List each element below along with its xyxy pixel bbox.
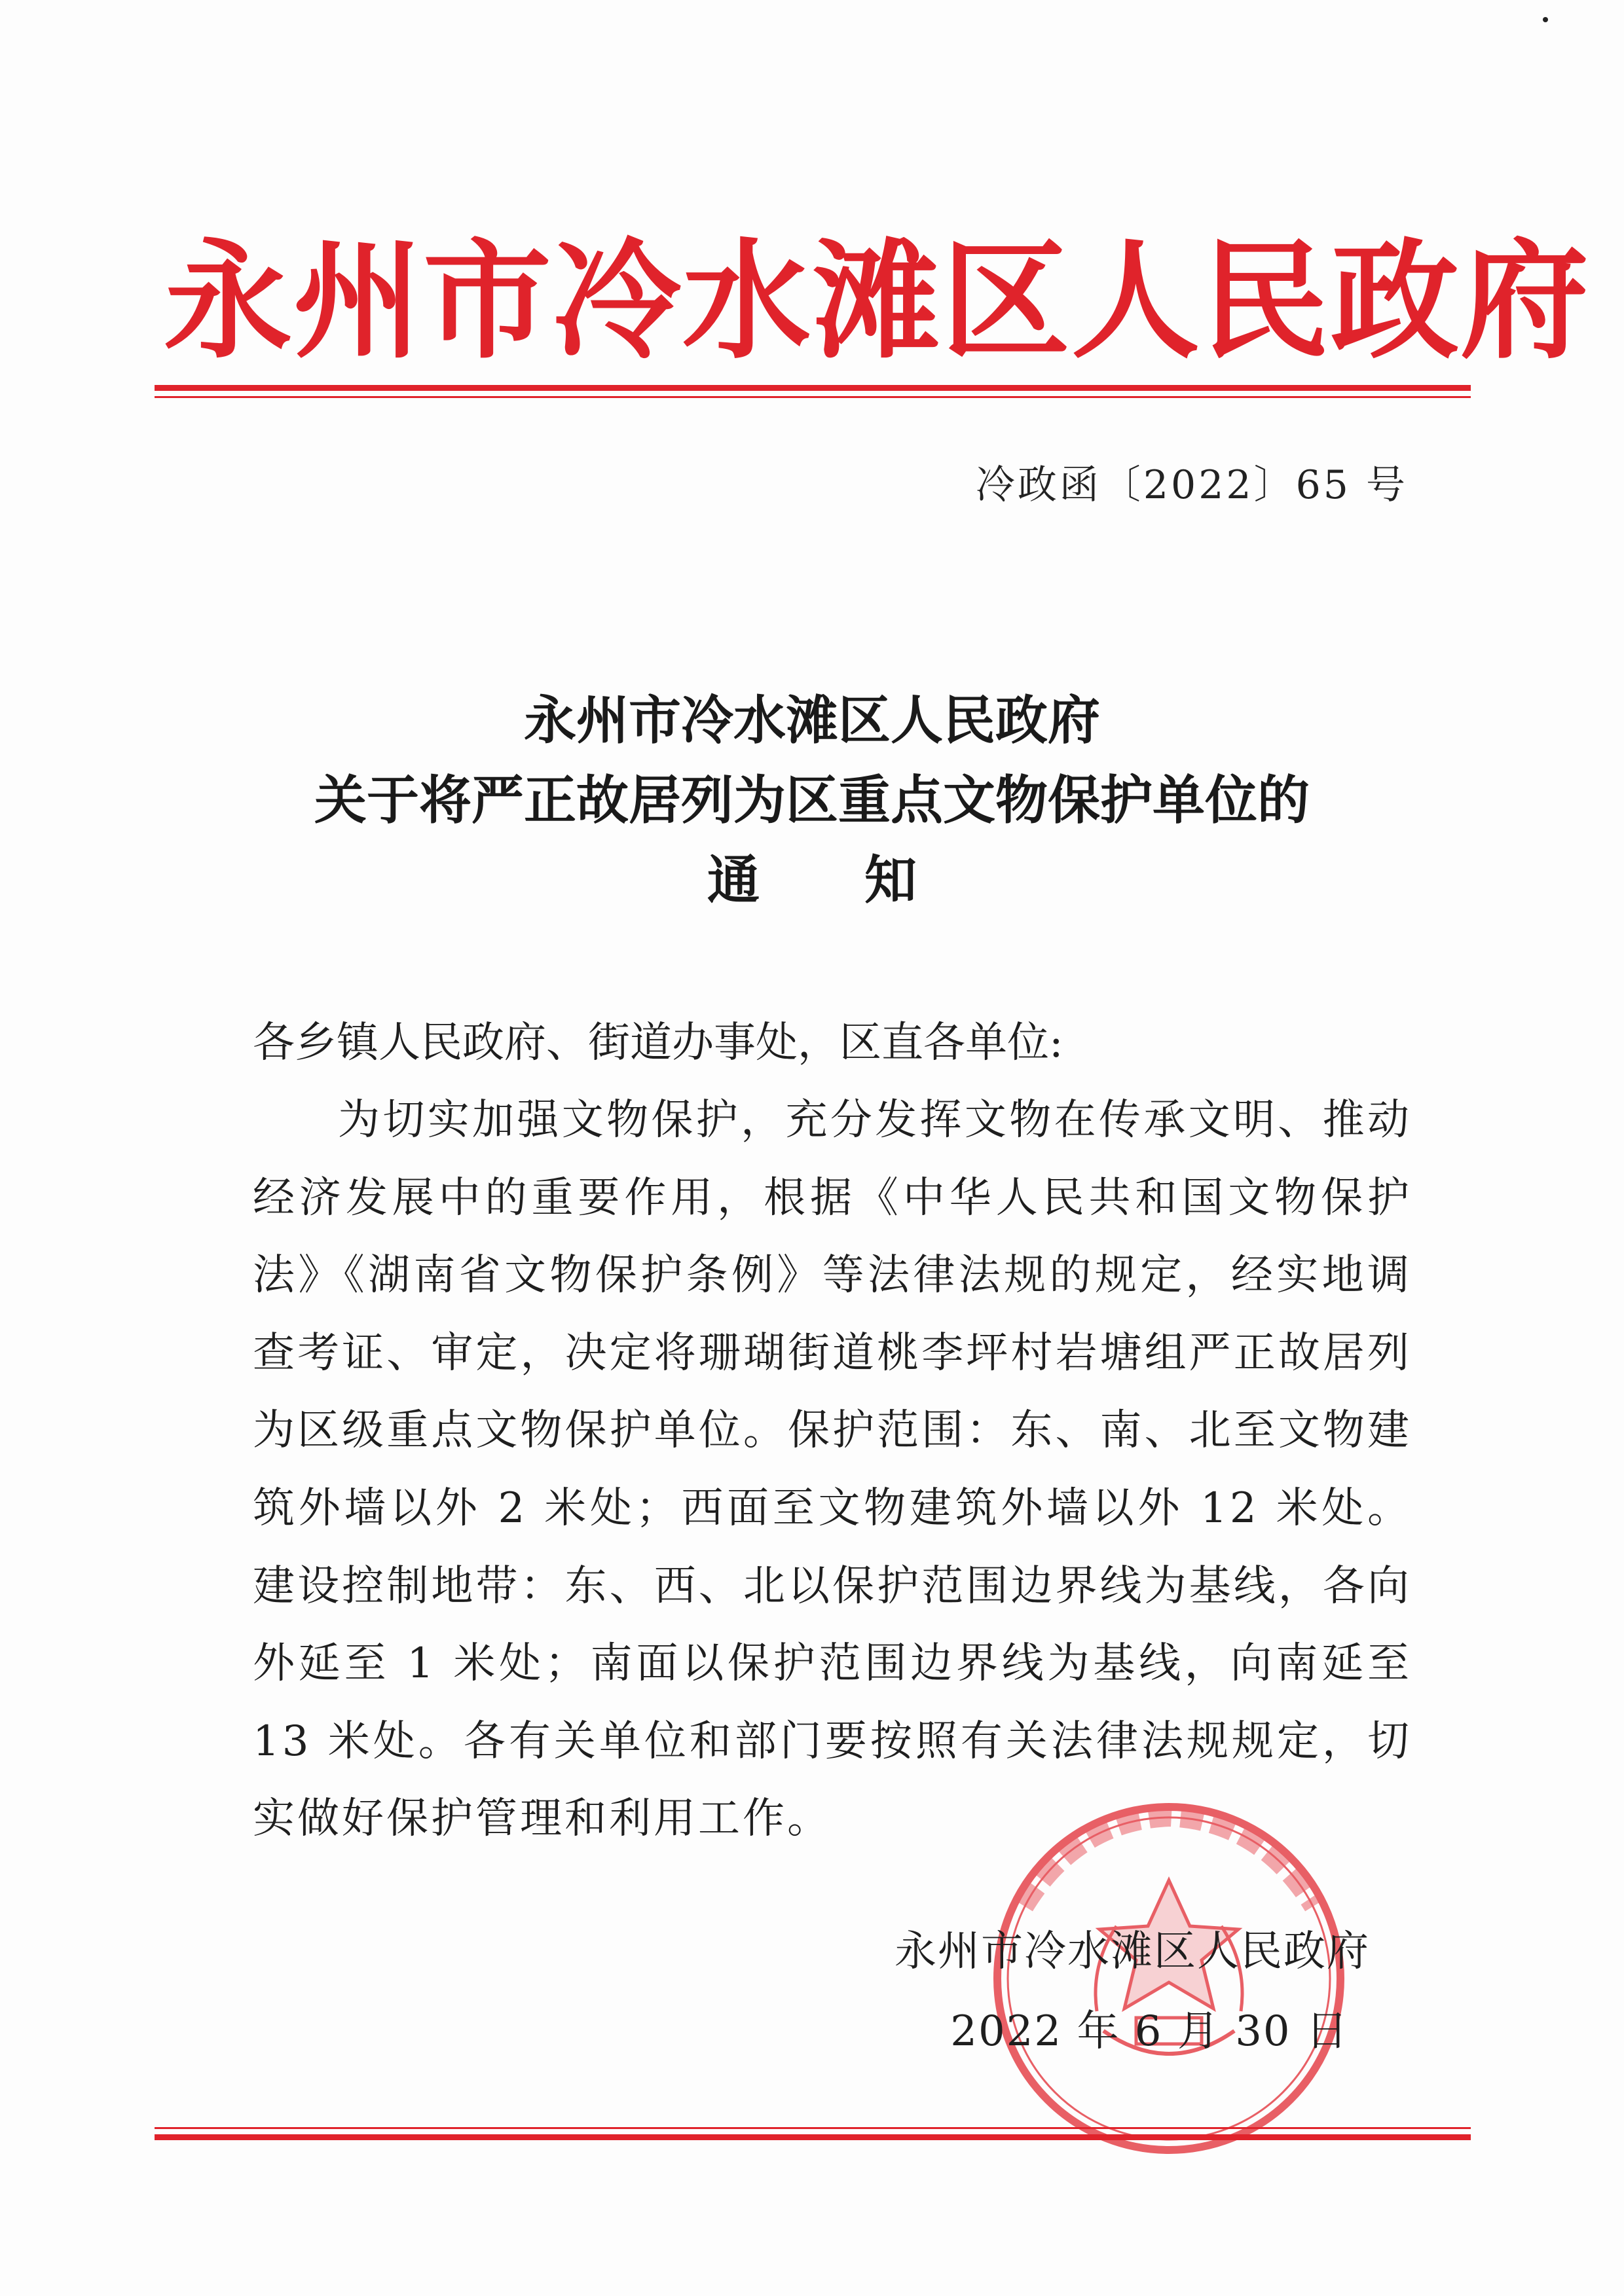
footer-rule-thin xyxy=(155,2127,1471,2129)
header-rule-thick xyxy=(155,385,1471,391)
document-number: 冷政函〔2022〕65 号 xyxy=(975,462,1408,508)
footer-rule-thick xyxy=(155,2134,1471,2140)
salutation: 各乡镇人民政府、街道办事处，区直各单位: xyxy=(253,1019,1063,1067)
title-line-1: 永州市冷水滩区人民政府 xyxy=(524,689,1100,751)
title-line-2: 关于将严正故居列为区重点文物保护单位的 xyxy=(314,769,1310,831)
body-paragraph: 为切实加强文物保护，充分发挥文物在传承文明、推动经济发展中的重要作用，根据《中华人民共和国文物保护法》《湖南省文物保护条例》等法律法规的规定，经实地调查考证、审定，决定将珊瑚街道桃李坪村岩塘组严正故居列为区级重点文物保护单位。保护范围：东、南、北至文物建筑外墙以外 2 米处；西面至文物建筑外墙以外 12 米处。建设控制地带：东、西、北以保护范围边界线为基线，各向外延至 1 米处；南面以保护范围边界线为基线，向南延至 13 米处。各有关单位和部门要按照有关法律法规规定，切实做好保护管理和利用工作。 xyxy=(253,1096,1412,1844)
signature-organization: 永州市冷水滩区人民政府 xyxy=(895,1927,1370,1976)
header-rule-thin xyxy=(155,396,1471,398)
title-line-3: 通知 xyxy=(707,849,1022,911)
signature-date: 2022 年 6 月 30 日 xyxy=(950,2007,1349,2056)
red-header-title: 永州市冷水滩区人民政府 xyxy=(164,226,1591,376)
scan-speck xyxy=(1543,17,1548,22)
